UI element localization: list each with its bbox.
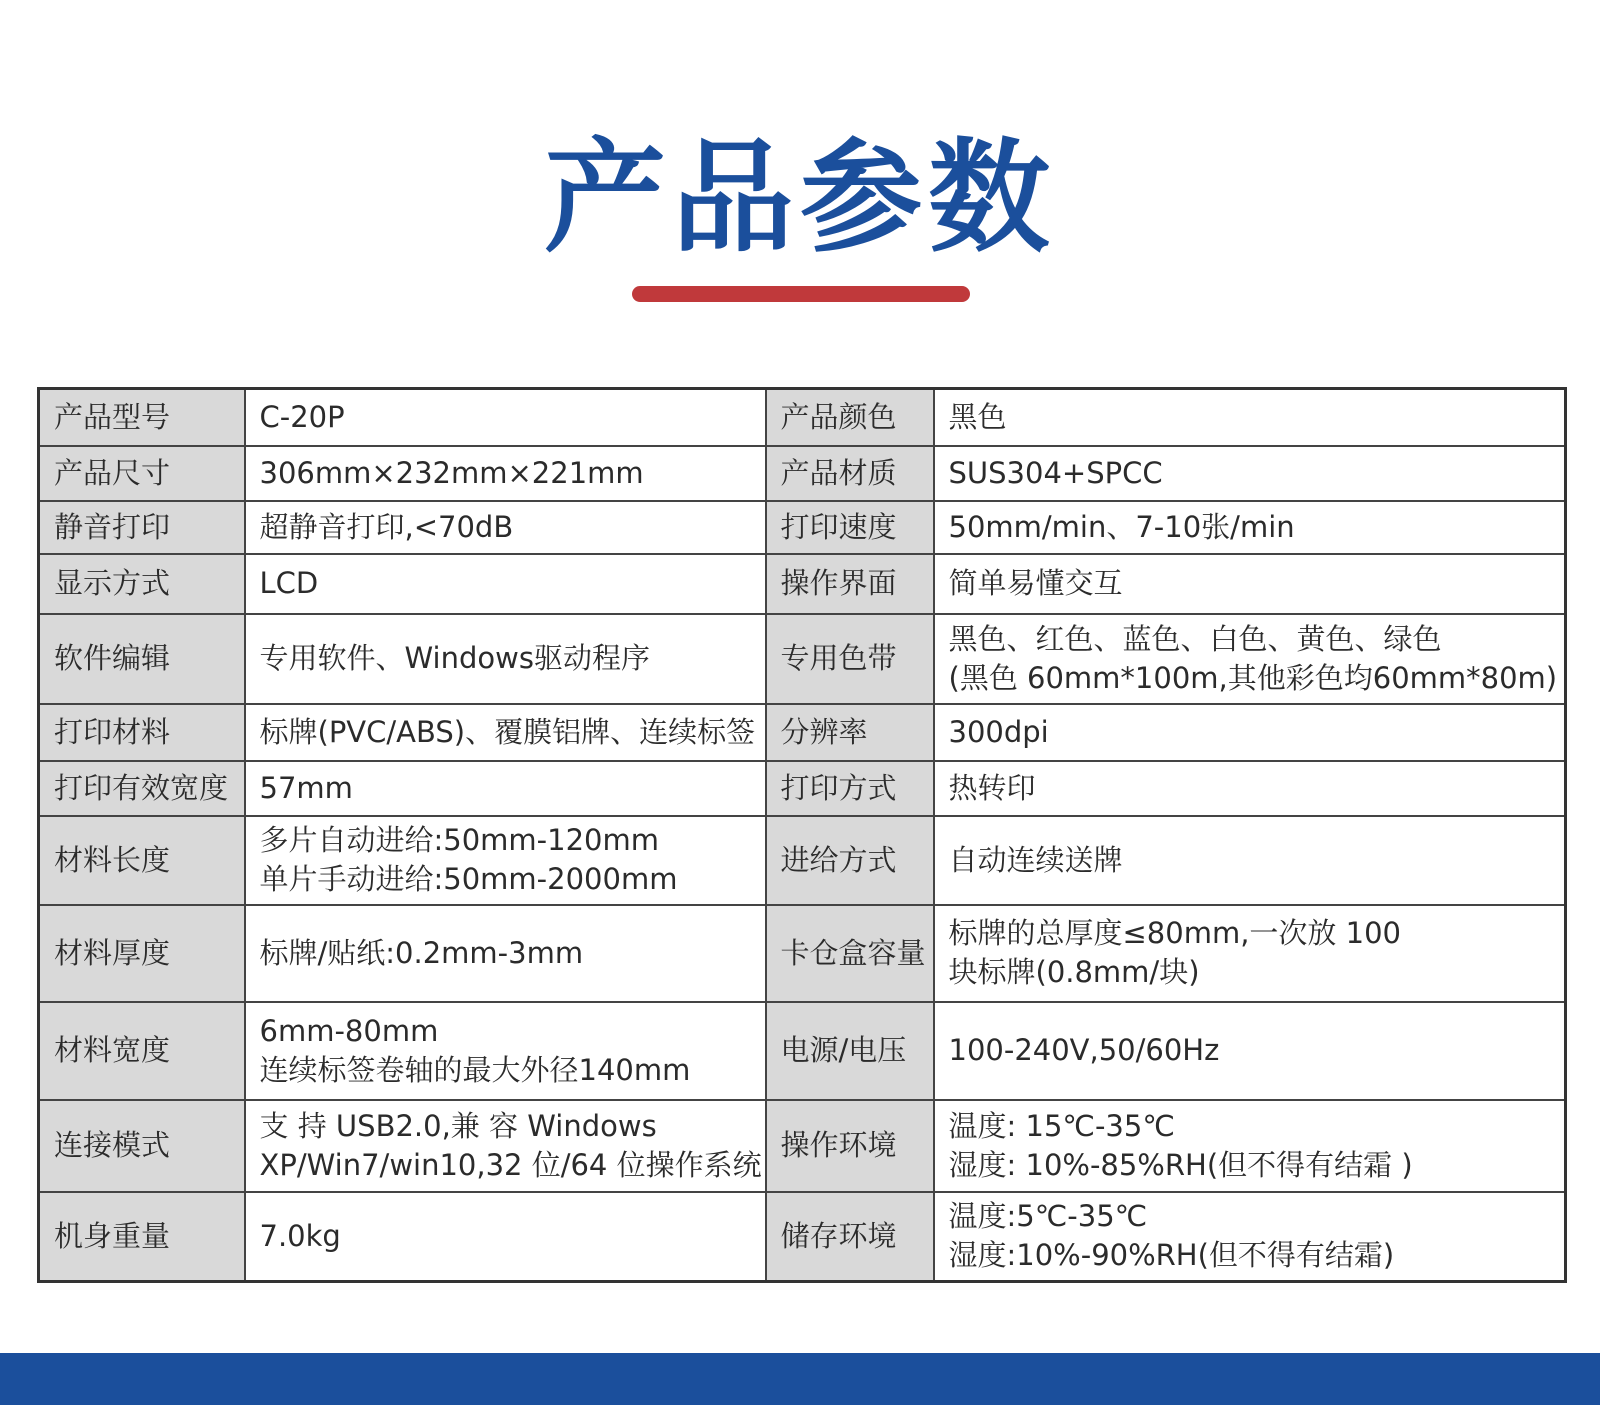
spec-value [934,1002,1566,1100]
page-title: 产品参数 [544,127,1056,269]
spec-value-line: 湿度: 10%-85%RH(但不得有结霜 ) [948,1147,1413,1182]
spec-value-line: C-20P [259,399,345,434]
spec-value-line: 100-240V,50/60Hz [948,1033,1220,1067]
spec-value-line: 热转印 [948,770,1036,805]
spec-value-line: SUS304+SPCC [948,455,1163,490]
spec-value [245,389,766,446]
spec-value-line: 黑色、红色、蓝色、白色、黄色、绿色 [948,621,1442,656]
table-row [39,446,1566,501]
spec-label: 显示方式 [39,554,245,614]
spec-label: 产品材质 [766,446,934,501]
spec-value-line: 块标牌(0.8mm/块) [948,955,1200,989]
spec-value [934,501,1566,554]
spec-label: 静音打印 [39,501,245,554]
spec-value-line: XP/Win7/win10,32 位/64 位操作系统 [259,1147,762,1182]
spec-label: 分辨率 [766,704,934,761]
spec-value-line: 简单易懂交互 [948,566,1123,600]
spec-value-line: (黑色 60mm*100m,其他彩色均60mm*80m) [948,660,1558,695]
spec-label: 打印有效宽度 [39,761,245,816]
spec-value-line: 多片自动进给:50mm-120mm [259,823,659,857]
spec-value-line: LCD [259,566,319,600]
spec-value-line: 标牌/贴纸:0.2mm-3mm [259,935,584,970]
spec-value-line: 温度:5℃-35℃ [948,1199,1148,1234]
spec-value [245,554,766,614]
spec-value-line: 连续标签卷轴的最大外径140mm [259,1052,691,1087]
table-row [39,905,1566,1002]
spec-value [934,1192,1566,1282]
spec-value [245,446,766,501]
spec-value [934,1100,1566,1192]
table-row [39,501,1566,554]
spec-value-line: 306mm×232mm×221mm [259,455,644,490]
spec-value [934,614,1566,704]
spec-value-line: 专用软件、Windows驱动程序 [259,641,650,675]
spec-value-line: 黑色 [948,399,1007,434]
spec-value [245,704,766,761]
spec-label: 材料宽度 [39,1002,245,1100]
table-row [39,554,1566,614]
spec-value-line: 50mm/min、7-10张/min [948,509,1295,544]
table-row [39,1100,1566,1192]
spec-label: 打印方式 [766,761,934,816]
spec-value-line: 支 持 USB2.0,兼 容 Windows [259,1108,657,1143]
spec-label: 专用色带 [766,614,934,704]
spec-value-line: 湿度:10%-90%RH(但不得有结霜) [948,1238,1395,1273]
table-row [39,389,1566,446]
spec-value [934,446,1566,501]
table-row [39,1002,1566,1100]
spec-value-line: 自动连续送牌 [948,842,1123,877]
spec-value-line: 300dpi [948,714,1049,749]
spec-value-line: 57mm [259,770,353,805]
spec-value [934,761,1566,816]
spec-label: 进给方式 [766,816,934,905]
spec-label: 产品型号 [39,389,245,446]
spec-value-line: 单片手动进给:50mm-2000mm [259,862,678,896]
spec-table [37,387,1567,1283]
spec-value-line: 超静音打印,<70dB [259,509,514,544]
spec-label: 材料厚度 [39,905,245,1002]
table-row [39,816,1566,905]
spec-value [245,761,766,816]
spec-value-line: 标牌的总厚度≤80mm,一次放 100 [948,916,1401,950]
spec-value-line: 温度: 15℃-35℃ [948,1108,1175,1143]
table-row [39,614,1566,704]
spec-value-line: 7.0kg [259,1218,341,1253]
spec-label: 软件编辑 [39,614,245,704]
spec-label: 产品尺寸 [39,446,245,501]
spec-value [245,905,766,1002]
spec-value-line: 标牌(PVC/ABS)、覆膜铝牌、连续标签 [259,714,756,749]
spec-value [245,1100,766,1192]
spec-value [245,1002,766,1100]
spec-label: 卡仓盒容量 [766,905,934,1002]
spec-value [934,905,1566,1002]
table-row [39,761,1566,816]
spec-value [245,614,766,704]
spec-value [245,501,766,554]
title-underline [632,286,970,302]
spec-label: 操作界面 [766,554,934,614]
spec-label: 打印速度 [766,501,934,554]
spec-label: 操作环境 [766,1100,934,1192]
footer-band [0,1353,1600,1405]
table-row [39,1192,1566,1282]
spec-label: 电源/电压 [766,1002,934,1100]
spec-label: 机身重量 [39,1192,245,1282]
spec-label: 储存环境 [766,1192,934,1282]
spec-value [934,704,1566,761]
spec-label: 产品颜色 [766,389,934,446]
spec-value [934,389,1566,446]
spec-value [245,1192,766,1282]
spec-value [934,554,1566,614]
spec-label: 打印材料 [39,704,245,761]
spec-value [934,816,1566,905]
spec-label: 连接模式 [39,1100,245,1192]
spec-value-line: 6mm-80mm [259,1013,439,1048]
spec-label: 材料长度 [39,816,245,905]
table-row [39,704,1566,761]
spec-value [245,816,766,905]
